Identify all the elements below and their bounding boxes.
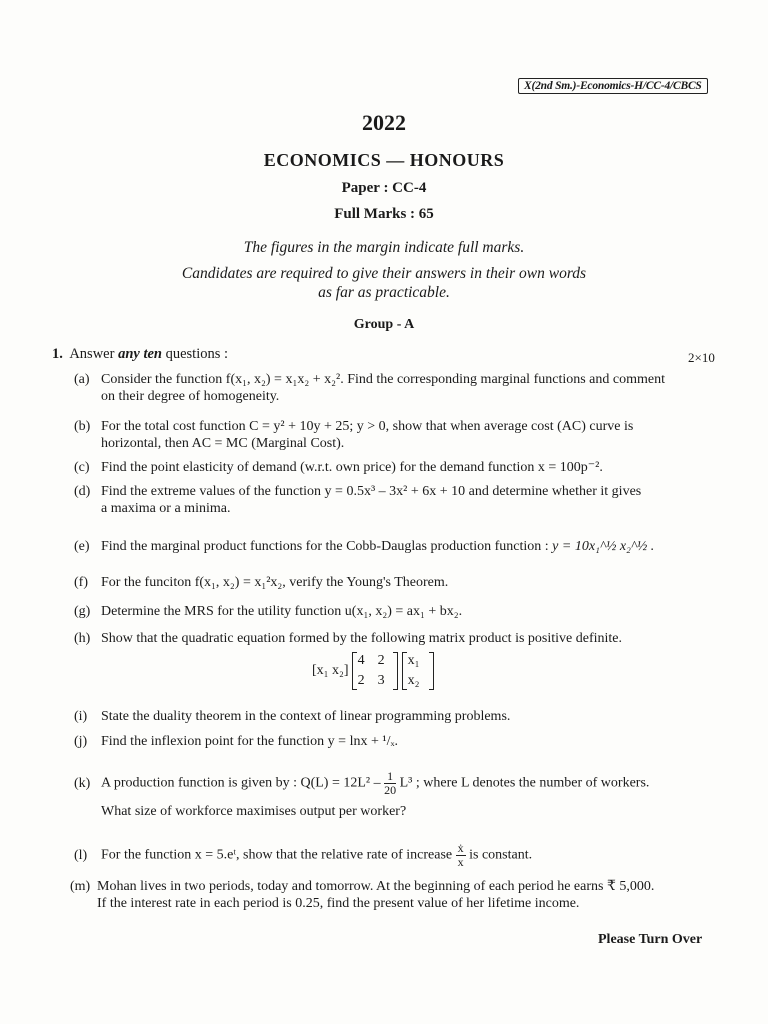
item-label: (c) bbox=[74, 460, 90, 475]
item-label: (f) bbox=[74, 575, 88, 590]
item-label: (i) bbox=[74, 709, 88, 724]
item-f bbox=[74, 574, 724, 591]
item-text: Find the marginal product functions for the Cobb-Dauglas production function : bbox=[101, 539, 549, 554]
fraction bbox=[456, 842, 466, 869]
please-turn-over: Please Turn Over bbox=[598, 932, 703, 947]
subject-title: ECONOMICS — HONOURS bbox=[263, 150, 505, 170]
item-text: For the function x = 5.eᵗ, show that the relative rate of increase bbox=[101, 847, 453, 863]
instruction-line-3: as far as practicable. bbox=[318, 284, 450, 301]
item-i bbox=[74, 708, 724, 725]
item-text-tail: is constant. bbox=[469, 847, 533, 863]
item-g bbox=[74, 603, 724, 620]
question-suffix: questions : bbox=[165, 346, 229, 362]
item-k bbox=[74, 770, 724, 820]
question-prefix: Answer bbox=[69, 346, 115, 362]
item-e bbox=[74, 538, 724, 555]
item-text: State the duality theorem in the context of linear programming problems. bbox=[101, 709, 511, 724]
full-marks: Full Marks : 65 bbox=[334, 206, 434, 222]
item-text: Mohan lives in two periods, today and tomorrow. At the beginning of each period he earns ₹ 5,000. bbox=[97, 879, 655, 894]
item-text: Consider the function f(x₁, x₂) = x₁x₂ + x₂². Find the corresponding marginal functions and comment bbox=[101, 372, 665, 387]
matrix-cell: 3 bbox=[377, 673, 385, 688]
item-j bbox=[74, 733, 724, 750]
item-text: For the total cost function C = y² + 10y + 25; y > 0, show that when average cost (AC) curve is bbox=[101, 419, 634, 434]
vector-cell: x₂ bbox=[407, 673, 420, 688]
item-label: (h) bbox=[74, 631, 91, 646]
item-label: (a) bbox=[74, 372, 90, 387]
item-text: For the funciton f(x₁, x₂) = x₁²x₂, verify the Young's Theorem. bbox=[101, 575, 449, 590]
item-formula: y = 10x₁^½ x₂^½ . bbox=[552, 539, 655, 554]
item-text-tail: L³ ; where L denotes the number of workers. bbox=[399, 775, 650, 791]
item-text-cont: If the interest rate in each period is 0.25, find the present value of her lifetime income. bbox=[97, 896, 580, 911]
item-label: (e) bbox=[74, 539, 90, 554]
coefficient-matrix bbox=[352, 652, 398, 690]
item-label: (m) bbox=[70, 879, 91, 894]
item-text: A production function is given by : Q(L) = 12L² – bbox=[101, 775, 381, 791]
fraction-numerator: ẋ bbox=[457, 841, 464, 855]
item-m bbox=[70, 878, 720, 912]
item-label: (d) bbox=[74, 484, 91, 499]
column-vector bbox=[402, 652, 434, 690]
item-text: Find the extreme values of the function y = 0.5x³ – 3x² + 6x + 10 and determine whether it gives bbox=[101, 484, 642, 499]
item-h bbox=[74, 630, 724, 647]
question-number: 1. bbox=[52, 346, 63, 362]
item-label: (l) bbox=[74, 847, 88, 863]
fraction-denominator: x bbox=[457, 855, 464, 869]
fraction bbox=[384, 770, 396, 797]
question-heading bbox=[52, 346, 228, 363]
item-a bbox=[74, 371, 724, 405]
row-vector: [x₁ x₂] bbox=[312, 663, 349, 678]
item-text: Find the point elasticity of demand (w.r.t. own price) for the demand function x = 100p⁻². bbox=[101, 460, 603, 475]
vector-cell: x₁ bbox=[407, 653, 420, 668]
item-text: Find the inflexion point for the function y = lnx + ¹/ₓ. bbox=[101, 734, 399, 749]
item-label: (k) bbox=[74, 775, 91, 791]
matrix-cell: 2 bbox=[357, 673, 365, 688]
item-text-cont: on their degree of homogeneity. bbox=[101, 389, 280, 404]
fraction-numerator: 1 bbox=[384, 770, 396, 784]
item-text-cont: horizontal, then AC = MC (Marginal Cost). bbox=[101, 436, 345, 451]
item-l bbox=[74, 842, 724, 869]
paper-label: Paper : CC-4 bbox=[341, 180, 427, 196]
item-d bbox=[74, 483, 724, 517]
item-text-cont: What size of workforce maximises output per worker? bbox=[101, 804, 407, 819]
exam-year: 2022 bbox=[362, 110, 406, 135]
item-c bbox=[74, 459, 724, 476]
item-text: Show that the quadratic equation formed by the following matrix product is positive definite. bbox=[101, 631, 622, 646]
item-label: (j) bbox=[74, 734, 88, 749]
item-label: (b) bbox=[74, 419, 91, 434]
question-emphasis: any ten bbox=[118, 346, 162, 362]
matrix-product bbox=[312, 652, 434, 690]
group-heading: Group - A bbox=[353, 317, 415, 332]
instruction-line-1: The figures in the margin indicate full marks. bbox=[243, 239, 525, 256]
fraction-denominator: 20 bbox=[384, 783, 397, 797]
item-text-cont: a maxima or a minima. bbox=[101, 501, 231, 516]
question-marks: 2×10 bbox=[688, 350, 715, 365]
item-label: (g) bbox=[74, 604, 91, 619]
item-b bbox=[74, 418, 724, 452]
paper-code: X(2nd Sm.)-Economics-H/CC-4/CBCS bbox=[518, 78, 708, 94]
item-text: Determine the MRS for the utility function u(x₁, x₂) = ax₁ + bx₂. bbox=[101, 604, 463, 619]
matrix-cell: 4 bbox=[357, 653, 365, 668]
matrix-cell: 2 bbox=[377, 653, 385, 668]
instruction-line-2: Candidates are required to give their answers in their own words bbox=[181, 265, 587, 282]
